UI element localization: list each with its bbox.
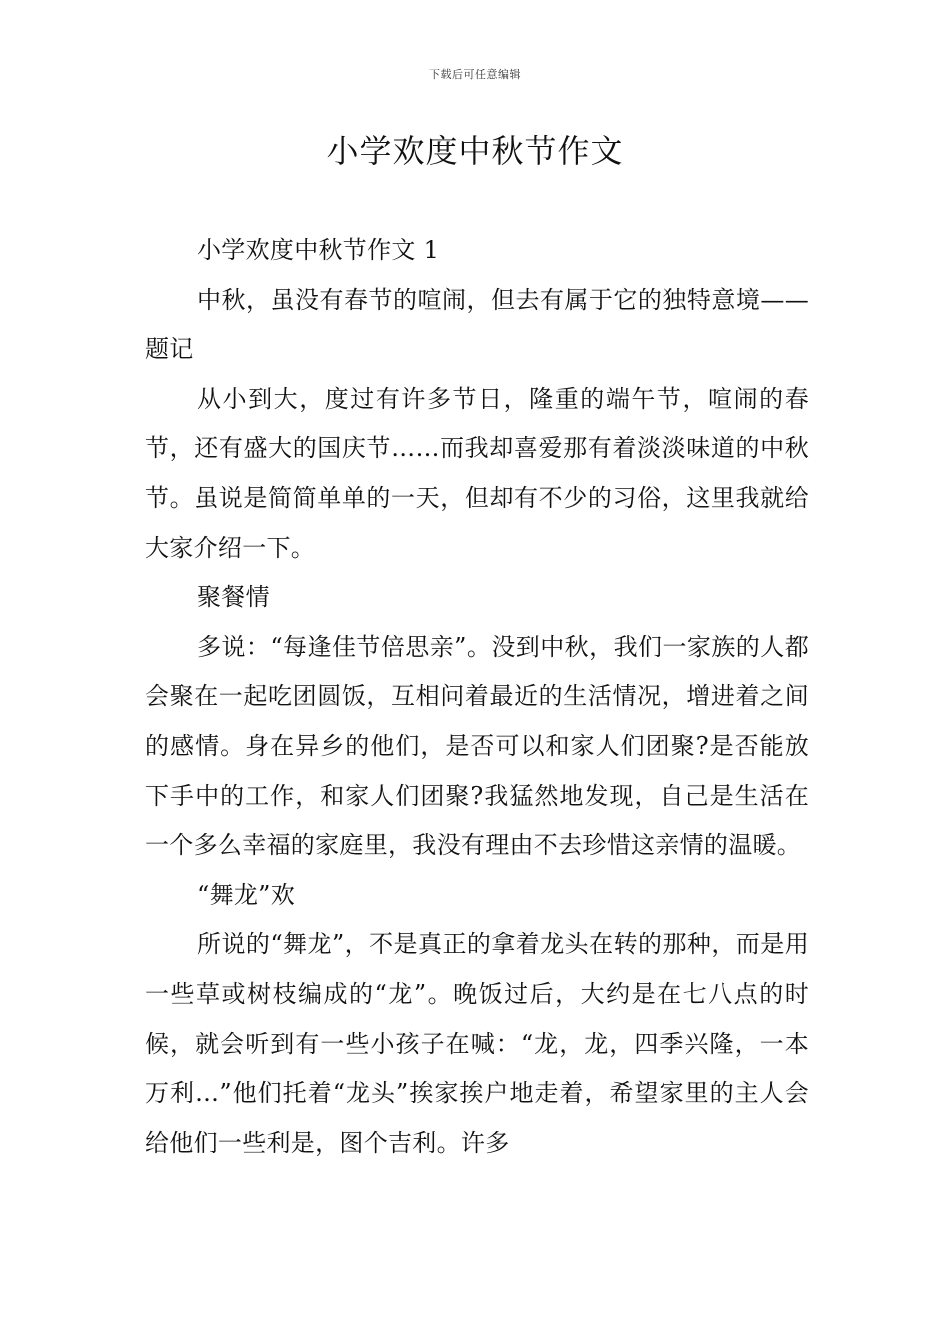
section-heading-reunion-dinner: 聚餐情 <box>197 583 270 612</box>
paragraph-subtitle: 小学欢度中秋节作文 1 <box>197 236 440 264</box>
paragraph-dragon-dance: 所说的“舞龙”，不是真正的拿着龙头在转的那种，而是用一些草或树枝编成的“龙”。晚饭过后，大约是在七八点的时候，就会听到有一些小孩子在喊：“龙，龙，四季兴隆，一本万利…”他们托着“龙头”挨家挨户地走着，希望家里的主人会给他们一些利是，图个吉利。许多 <box>145 930 809 1157</box>
document-title: 小学欢度中秋节作文 <box>326 132 624 170</box>
paragraph-reunion-dinner: 多说：“每逢佳节倍思亲”。没到中秋，我们一家族的人都会聚在一起吃团圆饭，互相问着最近的生活情况，增进着之间的感情。身在异乡的他们，是否可以和家人们团聚?是否能放下手中的工作，和家人们团聚?我猛然地发现，自己是生活在一个多么幸福的家庭里，我没有理由不去珍惜这亲情的温暖。 <box>145 632 809 860</box>
header-note: 下载后可任意编辑 <box>429 68 521 81</box>
paragraph-intro: 从小到大，度过有许多节日，隆重的端午节，喧闹的春节，还有盛大的国庆节……而我却喜爱那有着淡淡味道的中秋节。虽说是简简单单的一天，但却有不少的习俗，这里我就给大家介绍一下。 <box>145 384 809 562</box>
document-body <box>145 226 809 1168</box>
paragraph-epigraph: 中秋，虽没有春节的喧闹，但去有属于它的独特意境——题记 <box>145 285 809 364</box>
section-heading-dragon-dance: “舞龙”欢 <box>197 880 296 909</box>
